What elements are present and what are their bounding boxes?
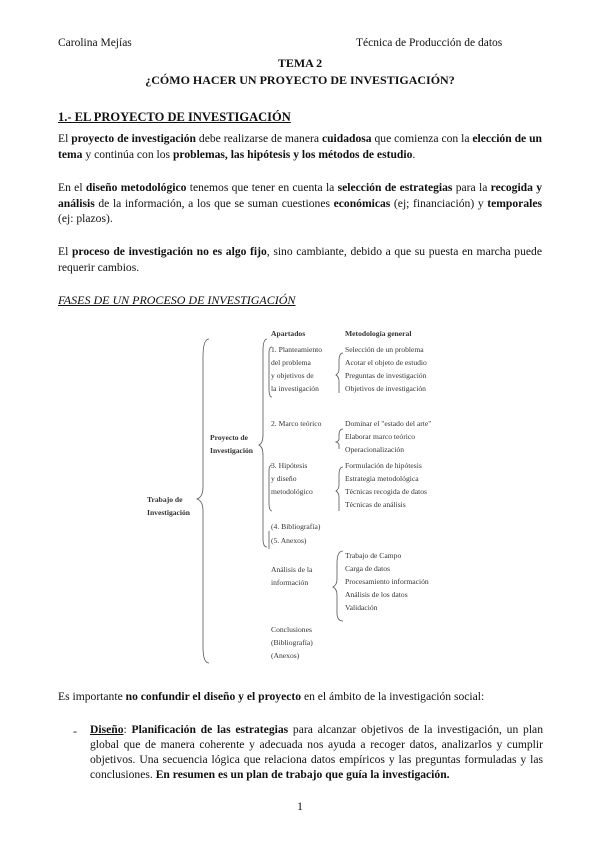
figure-caption: FASES DE UN PROCESO DE INVESTIGACIÓN <box>58 293 296 307</box>
metodo-analisis: Trabajo de Campo Carga de datos Procesamiento información Análisis de los datos Validación <box>345 551 429 612</box>
bullet-diseno: Diseño: Planificación de las estrategias para alcanzar objetivos de la investigación, un plan global que de manera coherente y adecuada nos ayuda a recoger datos, analizarlos y cumplir objetivos. Una secuencia lógica que relaciona datos empíricos y las preguntas formuladas y las conclusiones. En resumen es un plan de trabajo que guía la investigación. <box>90 723 543 781</box>
col-header-metodologia: Metodología general <box>345 329 412 338</box>
apartado-anexos: (5. Anexos) <box>271 536 307 545</box>
bullet-dash: - <box>73 724 77 738</box>
apartado-bibliografia: (4. Bibliografía) <box>271 522 321 531</box>
metodo-brace <box>336 353 343 393</box>
paragraph-3: El proceso de investigación no es algo fijo, sino cambiante, debido a que su puesta en marcha puede requerir cambios. <box>58 245 542 274</box>
importante-paragraph: Es importante no confundir el diseño y el proyecto en el ámbito de la investigación social: <box>58 690 485 703</box>
tema-title: TEMA 2 <box>277 56 323 70</box>
metodo-planteamiento: Selección de un problema Acotar el objeto de estudio Preguntas de investigación Objetivos de investigación <box>345 345 427 393</box>
section-heading: 1.- EL PROYECTO DE INVESTIGACIÓN <box>58 110 291 124</box>
proyecto-brace <box>259 339 267 547</box>
metodo-brace <box>333 551 343 621</box>
page-number: 1 <box>297 799 303 813</box>
apartado-hipotesis: 3. Hipótesis y diseño metodológico <box>271 461 313 496</box>
document-title: ¿CÓMO HACER UN PROYECTO DE INVESTIGACIÓN? <box>145 73 455 87</box>
metodo-brace <box>336 467 343 511</box>
metodo-hipotesis: Formulación de hipótesis Estrategia metodológica Técnicas recogida de datos Técnicas de análisis <box>345 461 428 509</box>
header-course: Técnica de Producción de datos <box>356 37 503 49</box>
header-author: Carolina Mejías <box>58 37 132 49</box>
paragraph-1: El proyecto de investigación debe realizarse de manera cuidadosa que comienza con la elección de un tema y continúa con los problemas, las hipótesis y los métodos de estudio. <box>58 132 542 161</box>
col-header-apartados: Apartados <box>271 329 306 338</box>
research-phases-diagram <box>139 317 460 674</box>
metodo-marco: Dominar el "estado del arte" Elaborar marco teórico Operacionalización <box>345 419 432 454</box>
paragraph-2: En el diseño metodológico tenemos que tener en cuenta la selección de estrategias para la recogida y análisis de la información, a los que se suman cuestiones económicas (ej; financiación) y temporales (ej: plazos). <box>58 181 543 225</box>
apartado-marco: 2. Marco teórico <box>271 419 322 428</box>
root-brace <box>197 339 209 663</box>
apartado-analisis: Análisis de la información <box>271 565 313 587</box>
apartado-conclusiones: Conclusiones (Bibliografía) (Anexos) <box>271 625 313 660</box>
metodo-brace <box>336 429 343 449</box>
proyecto-node: Proyecto de Investigación <box>210 433 254 455</box>
root-node: Trabajo de Investigación <box>147 495 191 517</box>
apartado-planteamiento: 1. Planteamiento del problema y objetivos de la investigación <box>271 345 323 393</box>
